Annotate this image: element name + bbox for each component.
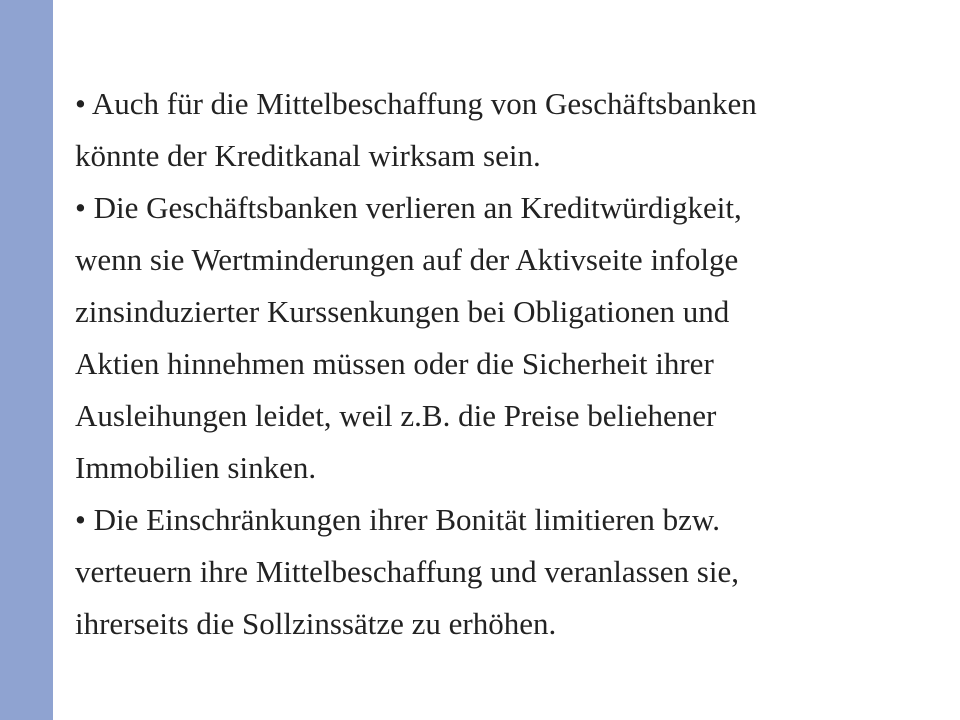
bullet-paragraph-1	[75, 78, 875, 182]
paragraph-line: könnte der Kreditkanal wirksam sein.	[75, 138, 541, 173]
bullet-paragraph-2	[75, 182, 875, 494]
paragraph-line: ihrerseits die Sollzinssätze zu erhöhen.	[75, 606, 557, 641]
paragraph-line: • Auch für die Mittelbeschaffung von Geschäftsbanken	[75, 86, 757, 121]
paragraph-line: • Die Geschäftsbanken verlieren an Kreditwürdigkeit,	[75, 190, 742, 225]
paragraph-line: verteuern ihre Mittelbeschaffung und veranlassen sie,	[75, 554, 739, 589]
paragraph-line: • Die Einschränkungen ihrer Bonität limitieren bzw.	[75, 502, 721, 537]
paragraph-line: wenn sie Wertminderungen auf der Aktivseite infolge	[75, 242, 739, 277]
paragraph-line: zinsinduzierter Kurssenkungen bei Obligationen und	[75, 294, 730, 329]
paragraph-line: Ausleihungen leidet, weil z.B. die Preise beliehener	[75, 398, 717, 433]
slide-body	[75, 78, 875, 650]
left-accent-bar	[0, 0, 53, 720]
paragraph-line: Aktien hinnehmen müssen oder die Sicherheit ihrer	[75, 346, 714, 381]
bullet-paragraph-3	[75, 494, 875, 650]
paragraph-line: Immobilien sinken.	[75, 450, 317, 485]
